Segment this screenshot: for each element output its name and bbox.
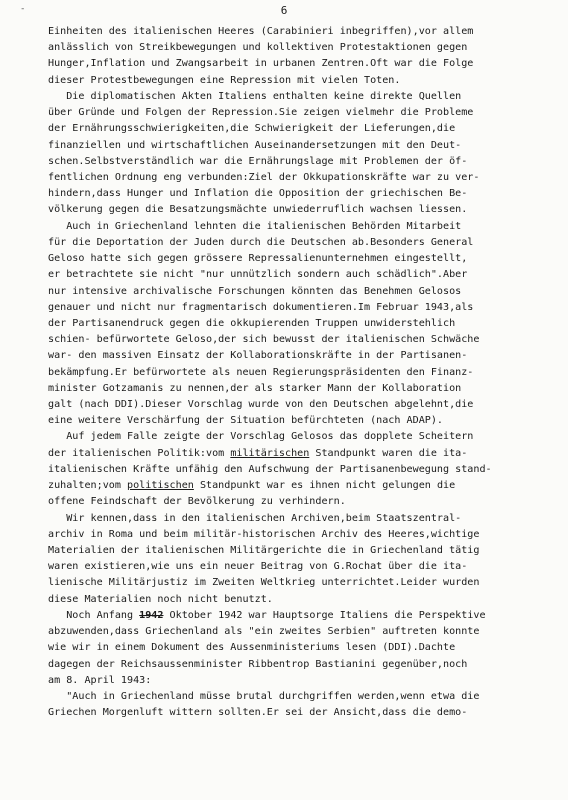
- corner-mark: -: [20, 4, 26, 14]
- text-line: archiv in Roma und beim militär-historischen Archiv des Heeres,wichtige: [48, 528, 480, 540]
- text-line: Die diplomatischen Akten Italiens enthalten keine direkte Quellen: [48, 90, 462, 102]
- text-line: [48, 478, 556, 494]
- struck-over-word: 1942: [139, 609, 164, 621]
- text-line: schien- befürwortete Geloso,der sich bewusst der italienischen Schwäche: [48, 334, 480, 346]
- underlined-word: politischen: [127, 480, 194, 492]
- text-run: Standpunkt waren die ita-: [309, 447, 468, 459]
- paragraph: [48, 608, 556, 722]
- text-line: [48, 446, 556, 462]
- text-line: bekämpfung.Er befürwortete als neuen Regierungspräsidenten den Finanz-: [48, 366, 474, 378]
- paragraph: [48, 511, 556, 608]
- text-line: anlässlich von Streikbewegungen und kollektiven Protestaktionen gegen: [48, 42, 468, 54]
- text-line: der Ernährungsschwierigkeiten,die Schwierigkeit der Lieferungen,die: [48, 123, 456, 135]
- text-line: lienische Militärjustiz im Zweiten Weltkrieg unterrichtet.Leider wurden: [48, 577, 480, 589]
- paragraph: [48, 24, 556, 89]
- text-line: Griechen Morgenluft wittern sollten.Er sei der Ansicht,dass die demo-: [48, 707, 468, 719]
- text-line: völkerung gegen die Besatzungsmächte unwiederruflich wachsen liessen.: [48, 204, 468, 216]
- text-line: Wir kennen,dass in den italienischen Archiven,beim Staatszentral-: [48, 512, 462, 524]
- text-line: schen.Selbstverständlich war die Ernährungslage mit Problemen der öf-: [48, 155, 468, 167]
- text-line: für die Deportation der Juden durch die Deutschen ab.Besonders General: [48, 236, 474, 248]
- underlined-word: militärischen: [230, 447, 310, 459]
- text-line: genauer und nicht nur fragmentarisch dokumentieren.Im Februar 1943,als: [48, 301, 474, 313]
- text-line: über Gründe und Folgen der Repression.Sie zeigen vielmehr die Probleme: [48, 107, 474, 119]
- text-run: der italienischen Politik:vom: [48, 447, 231, 459]
- text-line: Auch in Griechenland lehnten die italienischen Behörden Mitarbeit: [48, 220, 462, 232]
- document-body: [48, 24, 556, 721]
- paragraph: [48, 89, 556, 219]
- text-line: "Auch in Griechenland müsse brutal durchgriffen werden,wenn etwa die: [48, 690, 480, 702]
- paragraph: [48, 429, 556, 510]
- text-line: Auf jedem Falle zeigte der Vorschlag Gelosos das dopplete Scheitern: [48, 431, 474, 443]
- text-line: Hunger,Inflation und Zwangsarbeit in urbanen Zentren.Oft war die Folge: [48, 58, 474, 70]
- text-run: Standpunkt war es ihnen nicht gelungen die: [193, 480, 456, 492]
- text-run: zuhalten;vom: [48, 480, 128, 492]
- text-line: hindern,dass Hunger und Inflation die Opposition der griechischen Be-: [48, 188, 468, 200]
- paragraph: [48, 219, 556, 430]
- text-line: dieser Protestbewegungen eine Repression mit vielen Toten.: [48, 74, 401, 86]
- text-line: abzuwenden,dass Griechenland als "ein zweites Serbien" auftreten konnte: [48, 626, 480, 638]
- page-number: 6: [280, 4, 288, 17]
- text-line: galt (nach DDI).Dieser Vorschlag wurde von den Deutschen abgelehnt,die: [48, 399, 474, 411]
- text-line: minister Gotzamanis zu nennen,der als starker Mann der Kollaboration: [48, 382, 462, 394]
- text-line: offene Feindschaft der Bevölkerung zu verhindern.: [48, 496, 346, 508]
- text-line: diese Materialien noch nicht benutzt.: [48, 593, 273, 605]
- text-line: nur intensive archivalische Forschungen könnten das Benehmen Gelosos: [48, 285, 462, 297]
- text-line: finanziellen und wirtschaftlichen Auseinandersetzungen mit den Deut-: [48, 139, 462, 151]
- text-line: Einheiten des italienischen Heeres (Carabinieri inbegriffen),vor allem: [48, 26, 474, 37]
- text-line: dagegen der Reichsaussenminister Ribbentrop Bastianini gegenüber,noch: [48, 658, 468, 670]
- text-line: waren existieren,wie uns ein neuer Beitrag von G.Rochat über die ita-: [48, 561, 468, 573]
- text-line: eine weitere Verschärfung der Situation befürchteten (nach ADAP).: [48, 415, 444, 427]
- text-line: war- den massiven Einsatz der Kollaborationskräfte in der Partisanen-: [48, 350, 468, 362]
- text-line: Geloso hatte sich gegen grössere Repressalienunternehmen eingestellt,: [48, 253, 468, 265]
- text-line: am 8. April 1943:: [48, 674, 152, 686]
- text-run: Noch Anfang: [48, 609, 140, 621]
- text-line: italienischen Kräfte unfähig den Aufschwung der Partisanenbewegung stand-: [48, 463, 492, 475]
- text-line: der Partisanendruck gegen die okkupierenden Truppen unwiderstehlich: [48, 317, 456, 329]
- text-line: wie wir in einem Dokument des Aussenministeriums lesen (DDI).Dachte: [48, 642, 456, 654]
- text-line: er betrachtete sie nicht "nur unnützlich sondern auch schädlich".Aber: [48, 269, 468, 281]
- text-line: [48, 608, 556, 624]
- text-line: Materialien der italienischen Militärgerichte die in Griechenland tätig: [48, 545, 480, 556]
- text-run: Oktober 1942 war Hauptsorge Italiens die Perspektive: [163, 609, 486, 621]
- text-line: fentlichen Ordnung eng verbunden:Ziel der Okkupationskräfte war zu ver-: [48, 171, 480, 183]
